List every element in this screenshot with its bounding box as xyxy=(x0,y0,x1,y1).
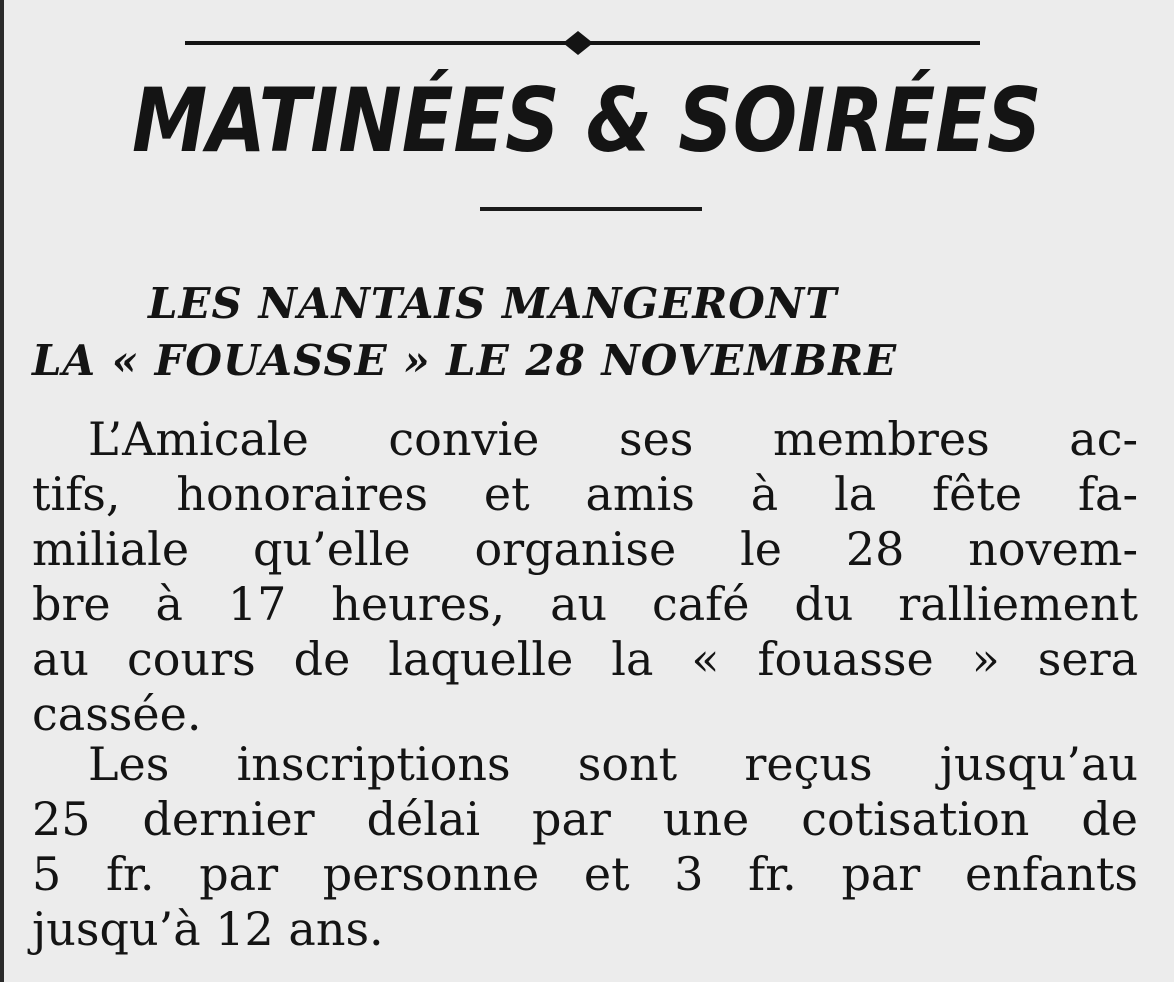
paragraph-line: 25 dernier délai par une cotisation de xyxy=(32,792,1138,846)
article-headline-line-1: LES NANTAIS MANGERONT xyxy=(148,279,838,328)
ornamental-rule xyxy=(185,25,980,65)
paragraph-line: cassée. xyxy=(32,687,202,741)
paragraph-line: 5 fr. par personne et 3 fr. par enfants xyxy=(32,847,1138,901)
paragraph-line: tifs, honoraires et amis à la fête fa- xyxy=(32,467,1138,521)
paragraph-line: jusqu’à 12 ans. xyxy=(32,902,384,956)
paragraph-line: miliale qu’elle organise le 28 novem- xyxy=(32,522,1138,576)
page-left-border xyxy=(0,0,4,982)
article-paragraph-1 xyxy=(32,412,1138,742)
article-headline-line-2: LA « FOUASSE » LE 28 NOVEMBRE xyxy=(32,336,898,385)
title-underline xyxy=(480,207,702,211)
paragraph-line: L’Amicale convie ses membres ac- xyxy=(88,412,1138,466)
section-title: MATINÉES & SOIRÉES xyxy=(131,69,1042,172)
paragraph-line: bre à 17 heures, au café du ralliement xyxy=(32,577,1138,631)
paragraph-line: Les inscriptions sont reçus jusqu’au xyxy=(88,737,1138,791)
paragraph-line: au cours de laquelle la « fouasse » sera xyxy=(32,632,1138,686)
article-paragraph-2 xyxy=(32,737,1138,957)
